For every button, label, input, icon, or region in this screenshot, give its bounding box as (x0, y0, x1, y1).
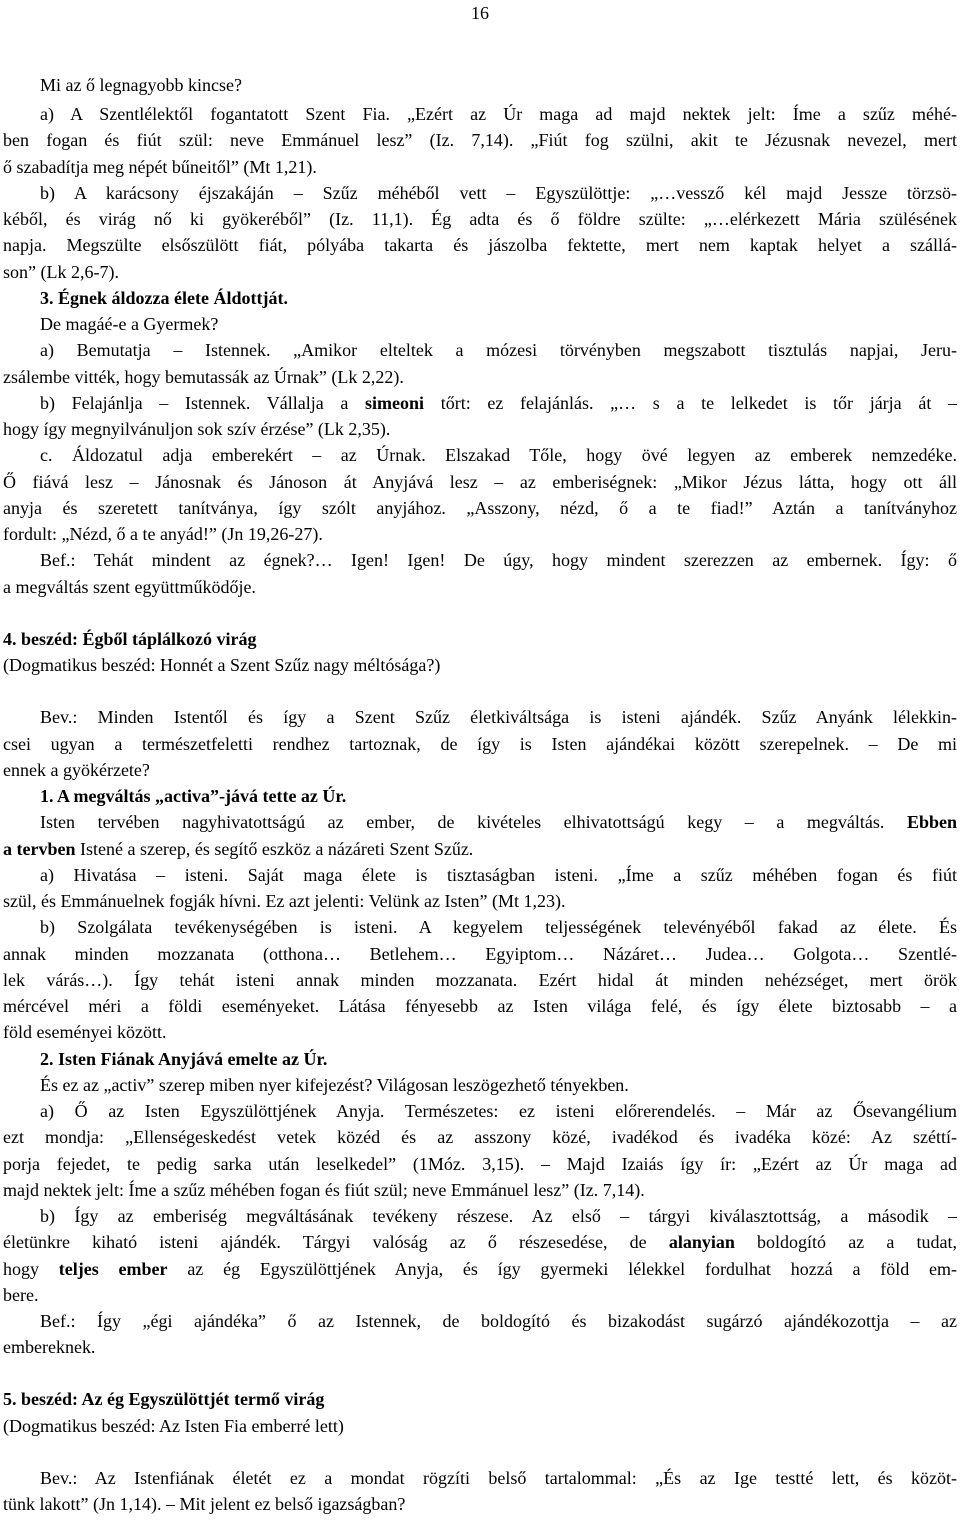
text-span: b) Szolgálata tevékenységében is isteni. A kegyelem teljességének televényéből fakad az élete. És (40, 917, 957, 937)
text-line (3, 757, 957, 783)
text-span: életünkre kiható isteni ajándék. Tárgyi valóság az ő részesedése, de (3, 1232, 669, 1252)
text-span: b) A karácsony éjszakáján – Szűz méhéből vett – Egyszülöttje: „…vessző kél majd Jessze törzsö- (40, 183, 957, 203)
text-span: boldogító az a tudat, (734, 1232, 957, 1252)
text-line (3, 442, 957, 468)
bold-text: alanyian (668, 1232, 735, 1252)
text-line (3, 1229, 957, 1255)
text-line (3, 390, 957, 416)
text-span: csei ugyan a természetfeletti rendhez tartoznak, de így is Isten ajándékai között szerepelnek. – De mi (3, 734, 957, 754)
text-span: ben fogan és fiút szül: neve Emmánuel lesz” (Iz. 7,14). „Fiút fog szülni, akit te Jézusnak nevezel, mert (3, 130, 957, 150)
text-span: tőrt: ez felajánlás. „… s a te lelkedet is tőr járja át – (424, 393, 957, 413)
page-number: 16 (471, 3, 489, 23)
text-line (3, 836, 957, 862)
text-line (3, 993, 957, 1019)
text-line (3, 127, 957, 153)
text-line (3, 364, 957, 390)
bold-text: 1. A megváltás „activa”-jává tette az Úr. (40, 786, 347, 806)
text-span: bere. (3, 1285, 39, 1305)
text-span: anyja és szeretett tanítványa, így szólt anyjához. „Asszony, nézd, ő a te fiad!” Aztán a tanítványhoz (3, 498, 957, 518)
text-span: (Dogmatikus beszéd: Az Isten Fia emberré lett) (3, 1416, 344, 1436)
text-span: az ég Egyszülöttjének Anyja, és így gyermeki lélekkel fordulhat hozzá a föld em- (167, 1259, 957, 1279)
text-span: Bev.: Az Istenfiának életét ez a mondat rögzíti belső tartalommal: „És az Ige testté lett, és közöt- (40, 1468, 957, 1488)
text-span: kéből, és virág nő ki gyökeréből” (Iz. 11,1). Ég adta és ő földre szülte: „…elérkezett Mária szülésének (3, 209, 957, 229)
text-line (3, 1046, 957, 1072)
text-span: És ez az „activ” szerep miben nyer kifejezést? Világosan leszögezhető tényekben. (40, 1075, 629, 1095)
text-span: embereknek. (3, 1337, 96, 1357)
text-line (3, 311, 957, 337)
text-line (3, 154, 957, 180)
text-span: son” (Lk 2,6-7). (3, 262, 119, 282)
bold-text: 3. Égnek áldozza élete Áldottját. (40, 288, 288, 308)
text-line (3, 1019, 957, 1045)
text-span: b) Felajánlja – Istennek. Vállalja a (40, 393, 366, 413)
text-span: zsálembe vitték, hogy bemutassák az Úrnak” (Lk 2,22). (3, 367, 404, 387)
text-line (3, 1282, 957, 1308)
text-span: napja. Megszülte elsőszülött fiát, pólyába takarta és jászolba fektette, mert nem kaptak helyet a szállá- (3, 235, 957, 255)
text-line (3, 495, 957, 521)
text-span: c. Áldozatul adja emberekért – az Úrnak. Elszakad Tőle, hogy övé legyen az emberek nemzedéke. (40, 445, 957, 465)
text-line (3, 626, 957, 652)
text-line (3, 574, 957, 600)
text-span: tünk lakott” (Jn 1,14). – Mit jelent ez belső igazságban? (3, 1494, 406, 1514)
text-line (3, 1256, 957, 1282)
text-line (3, 1308, 957, 1334)
text-span: De magáé-e a Gyermek? (40, 314, 219, 334)
text-span: ennek a gyökérzete? (3, 760, 150, 780)
text-line (3, 521, 957, 547)
text-line (3, 259, 957, 285)
text-span: Ő fiává lesz – Jánosnak és Jánoson át Anyjává lesz – az emberiségnek: „Mikor Jézus látta, hogy ott áll (3, 472, 957, 492)
text-line (3, 888, 957, 914)
text-span: a) Bemutatja – Istennek. „Amikor elteltek a mózesi törvényben megszabott tisztulás napjai, Jeru- (40, 340, 957, 360)
bold-text: 5. beszéd: Az ég Egyszülöttjét termő virág (3, 1389, 325, 1409)
text-span: a) A Szentlélektől fogantatott Szent Fia. „Ezért az Úr maga ad majd nektek jelt: Íme a szűz méhé- (40, 104, 957, 124)
text-span: Istené a szerep, és segítő eszköz a názáreti Szent Szűz. (75, 839, 474, 859)
text-line (3, 862, 957, 888)
text-line (3, 914, 957, 940)
text-line (3, 731, 957, 757)
text-span: föld eseményei között. (3, 1022, 167, 1042)
text-span: lek várás…). Így tehát isteni annak minden mozzanata. Ezért hidal át minden nehézséget, mert örök (3, 970, 957, 990)
text-line (3, 967, 957, 993)
text-line (3, 941, 957, 967)
text-line (3, 1386, 957, 1412)
text-line (3, 1413, 957, 1439)
text-span: ő szabadítja meg népét bűneitől” (Mt 1,21). (3, 157, 317, 177)
text-line (3, 469, 957, 495)
text-line (3, 1334, 957, 1360)
text-line (3, 101, 957, 127)
text-span: mércével méri a földi eseményeket. Látása fényesebb az Isten világa felé, és így élete biztosabb – a (3, 996, 957, 1016)
text-line (3, 1124, 957, 1150)
text-line (3, 783, 957, 809)
text-line (3, 180, 957, 206)
text-span: Mi az ő legnagyobb kincse? (40, 75, 242, 95)
text-span: Bev.: Minden Istentől és így a Szent Szűz életkiváltsága is isteni ajándék. Szűz Anyánk lélekkin- (40, 707, 957, 727)
text-line (3, 652, 957, 678)
text-span: szül, és Emmánuelnek fogják hívni. Ez azt jelenti: Velünk az Isten” (Mt 1,23). (3, 891, 566, 911)
text-line (3, 285, 957, 311)
bold-text: a tervben (3, 839, 76, 859)
text-span: majd nektek jelt: Íme a szűz méhében fogan és fiút szül; neve Emmánuel lesz” (Iz. 7,14). (3, 1180, 645, 1200)
text-line (3, 1072, 957, 1098)
text-line (3, 1491, 957, 1517)
text-line (3, 1465, 957, 1491)
text-span: a) Hivatása – isteni. Saját maga élete is tisztaságban isteni. „Íme a szűz méhében fogan és fiút (40, 865, 957, 885)
text-line (3, 1177, 957, 1203)
text-line (3, 72, 957, 98)
text-line (3, 547, 957, 573)
text-span: hogy (3, 1259, 59, 1279)
text-span: fordult: „Nézd, ő a te anyád!” (Jn 19,26-27). (3, 524, 323, 544)
text-span: porja fejedet, te pedig sarka után leselkedel” (1Móz. 3,15). – Majd Izaiás így ír: „Ezért az Úr maga ad (3, 1154, 957, 1174)
bold-text: teljes ember (58, 1259, 168, 1279)
text-line (3, 337, 957, 363)
text-line (3, 704, 957, 730)
text-line (3, 1151, 957, 1177)
text-span: a) Ő az Isten Egyszülöttjének Anyja. Természetes: ez isteni előrerendelés. – Már az Ősevangélium (40, 1101, 957, 1121)
text-span: (Dogmatikus beszéd: Honnét a Szent Szűz nagy méltósága?) (3, 655, 441, 675)
text-span: annak minden mozzanata (otthona… Betlehem… Egyiptom… Názáret… Judea… Golgota… Szentlé- (3, 944, 957, 964)
text-span: a megváltás szent együttműködője. (3, 577, 256, 597)
text-span: b) Így az emberiség megváltásának tevékeny részese. Az első – tárgyi kiválasztottság, a második – (40, 1206, 957, 1226)
text-span: hogy így megnyilvánuljon sok szív érzése” (Lk 2,35). (3, 419, 391, 439)
bold-text: 2. Isten Fiának Anyjává emelte az Úr. (40, 1049, 328, 1069)
bold-text: Ebben (906, 812, 957, 832)
text-span: Bef.: Így „égi ajándéka” ő az Istennek, de boldogító és bizakodást sugárzó ajándékozottja – az (40, 1311, 957, 1331)
text-line (3, 416, 957, 442)
text-span: ezt mondja: „Ellenségeskedést vetek közéd és az asszony közé, ivadékod és ivadéka közé: Az széttí- (3, 1127, 957, 1147)
bold-text: simeoni (365, 393, 425, 413)
text-span: Bef.: Tehát mindent az égnek?… Igen! Igen! De úgy, hogy mindent szerezzen az embernek. Így: ő (40, 550, 957, 570)
text-line (3, 1098, 957, 1124)
text-line (3, 809, 957, 835)
text-span: Isten tervében nagyhivatottságú az ember, de kivételes elhivatottságú kegy – a megváltás. (40, 812, 907, 832)
text-line (3, 232, 957, 258)
text-line (3, 1203, 957, 1229)
text-line (3, 206, 957, 232)
bold-text: 4. beszéd: Égből táplálkozó virág (3, 629, 257, 649)
